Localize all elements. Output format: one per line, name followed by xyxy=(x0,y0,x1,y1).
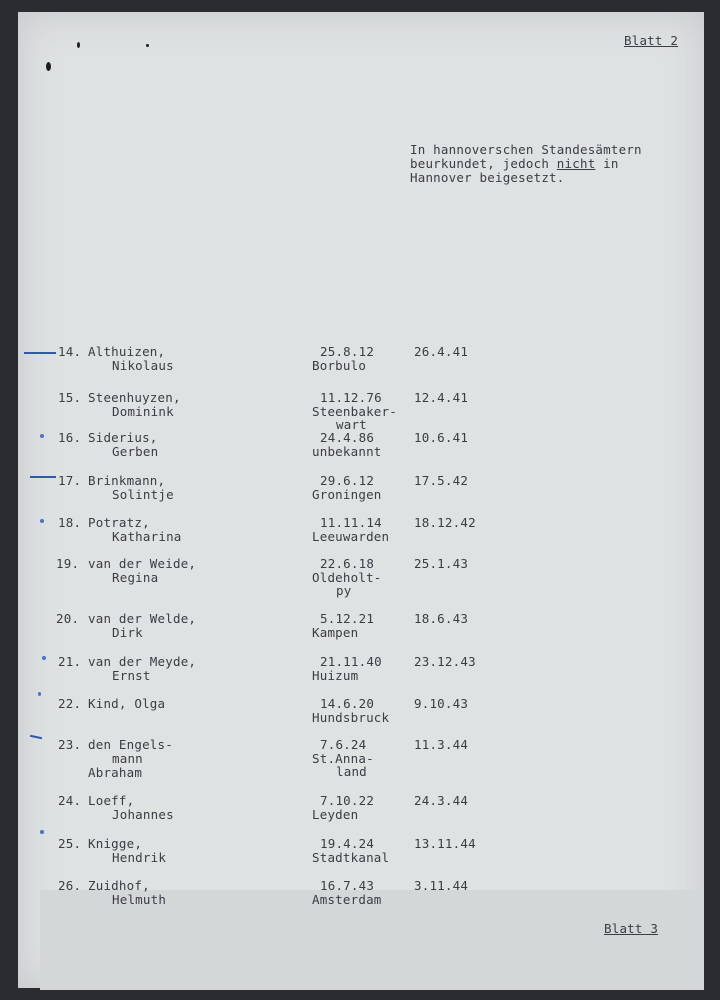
entry-death-date: 13.11.44 xyxy=(414,836,476,851)
entry-birth-date: 14.6.20 xyxy=(320,696,375,711)
entry-given-name: Helmuth xyxy=(112,892,167,907)
entry-birth-place: Leeuwarden xyxy=(312,529,390,544)
note-line-2: beurkundet, jedoch nicht in xyxy=(410,156,619,171)
entry-number: 24. xyxy=(58,793,82,808)
footer-page-ref: Blatt 3 xyxy=(604,921,659,936)
ink-speck xyxy=(46,62,51,71)
entry-death-date: 18.6.43 xyxy=(414,611,469,626)
entry-surname: Althuizen, xyxy=(88,344,166,359)
entry-birth-date: 16.7.43 xyxy=(320,878,375,893)
entry-death-date: 26.4.41 xyxy=(414,344,469,359)
entry-birth-place: Kampen xyxy=(312,625,359,640)
entry-birth-place: Hundsbruck xyxy=(312,710,390,725)
entry-birth-date: 7.10.22 xyxy=(320,793,375,808)
entry-number: 22. xyxy=(58,696,82,711)
header-page-ref: Blatt 2 xyxy=(624,33,679,48)
entry-death-date: 11.3.44 xyxy=(414,737,469,752)
entry-birth-place: Steenbaker- xyxy=(312,404,397,419)
entry-given-name: Solintje xyxy=(112,487,174,502)
entry-birth-date: 24.4.86 xyxy=(320,430,375,445)
entry-number: 25. xyxy=(58,836,82,851)
entry-birth-date: 11.12.76 xyxy=(320,390,382,405)
entry-surname: Brinkmann, xyxy=(88,473,166,488)
entry-death-date: 10.6.41 xyxy=(414,430,469,445)
ink-speck xyxy=(146,44,149,47)
entry-given-name: Hendrik xyxy=(112,850,167,865)
entry-birth-place: land xyxy=(336,764,367,779)
entry-birth-place: Oldeholt- xyxy=(312,570,382,585)
entry-number: 23. xyxy=(58,737,82,752)
entry-number: 19. xyxy=(56,556,80,571)
note-emphasis: nicht xyxy=(556,156,596,171)
entry-surname: den Engels- xyxy=(88,737,173,752)
entry-death-date: 24.3.44 xyxy=(414,793,469,808)
entry-birth-place: St.Anna- xyxy=(312,751,374,766)
entry-birth-date: 25.8.12 xyxy=(320,344,375,359)
entry-number: 14. xyxy=(58,344,82,359)
entry-given-name: Ernst xyxy=(112,668,151,683)
entry-birth-place: Stadtkanal xyxy=(312,850,390,865)
entry-birth-date: 19.4.24 xyxy=(320,836,375,851)
pencil-mark xyxy=(24,352,56,354)
entry-given-name: Johannes xyxy=(112,807,174,822)
entry-death-date: 23.12.43 xyxy=(414,654,476,669)
entry-number: 21. xyxy=(58,654,82,669)
entry-birth-date: 29.6.12 xyxy=(320,473,375,488)
pencil-dot xyxy=(40,434,44,438)
entry-birth-place: py xyxy=(336,583,352,598)
entry-death-date: 9.10.43 xyxy=(414,696,469,711)
entry-given-name: Regina xyxy=(112,570,159,585)
note-line-3: Hannover beigesetzt. xyxy=(410,170,565,185)
entry-birth-place: Leyden xyxy=(312,807,359,822)
entry-birth-place: Huizum xyxy=(312,668,359,683)
entry-surname: Siderius, xyxy=(88,430,158,445)
entry-number: 18. xyxy=(58,515,82,530)
entry-birth-date: 22.6.18 xyxy=(320,556,375,571)
pencil-dot xyxy=(38,692,41,696)
pencil-mark xyxy=(30,476,56,478)
entry-death-date: 18.12.42 xyxy=(414,515,476,530)
entry-number: 15. xyxy=(58,390,82,405)
entry-number: 16. xyxy=(58,430,82,445)
entry-birth-date: 11.11.14 xyxy=(320,515,382,530)
entry-birth-place: wart xyxy=(336,417,367,432)
entry-number: 26. xyxy=(58,878,82,893)
entry-given-name: Dominink xyxy=(112,404,174,419)
note-line-1: In hannoverschen Standesämtern xyxy=(410,142,642,157)
entry-surname: van der Weide, xyxy=(88,556,197,571)
entry-surname: Loeff, xyxy=(88,793,135,808)
entry-given-name: Gerben xyxy=(112,444,159,459)
pencil-dot xyxy=(40,519,44,523)
entry-given-name: Dirk xyxy=(112,625,143,640)
entry-birth-date: 5.12.21 xyxy=(320,611,375,626)
entry-birth-date: 7.6.24 xyxy=(320,737,367,752)
entry-death-date: 12.4.41 xyxy=(414,390,469,405)
entry-number: 20. xyxy=(56,611,80,626)
entry-birth-place: Borbulo xyxy=(312,358,367,373)
pencil-dot xyxy=(42,656,46,660)
entry-surname: van der Welde, xyxy=(88,611,197,626)
ink-speck xyxy=(77,42,80,48)
entry-birth-place: Amsterdam xyxy=(312,892,382,907)
entry-birth-place: Groningen xyxy=(312,487,382,502)
entry-number: 17. xyxy=(58,473,82,488)
entry-death-date: 3.11.44 xyxy=(414,878,469,893)
entry-given-name-2: Abraham xyxy=(88,765,143,780)
entry-given-name: Katharina xyxy=(112,529,182,544)
entry-death-date: 17.5.42 xyxy=(414,473,469,488)
entry-surname: Knigge, xyxy=(88,836,143,851)
pencil-dot xyxy=(40,830,44,834)
entry-birth-date: 21.11.40 xyxy=(320,654,382,669)
entry-surname: Steenhuyzen, xyxy=(88,390,181,405)
entry-given-name: Nikolaus xyxy=(112,358,174,373)
entry-death-date: 25.1.43 xyxy=(414,556,469,571)
entry-surname: Zuidhof, xyxy=(88,878,150,893)
entry-birth-place: unbekannt xyxy=(312,444,382,459)
entry-surname: van der Meyde, xyxy=(88,654,197,669)
entry-surname: Kind, Olga xyxy=(88,696,166,711)
remark-note xyxy=(410,143,642,185)
entry-surname: Potratz, xyxy=(88,515,150,530)
entry-given-name: mann xyxy=(112,751,143,766)
